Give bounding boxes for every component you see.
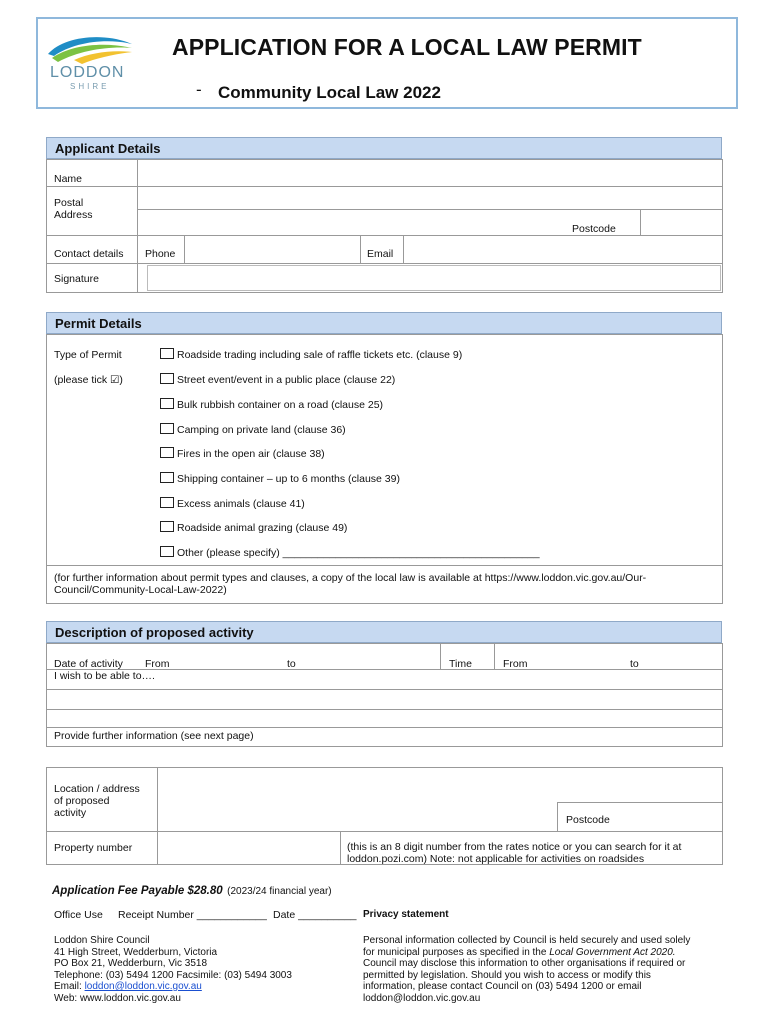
postcode-label: Postcode	[572, 223, 616, 235]
time-to-label: to	[630, 658, 639, 670]
type-of-permit-label: Type of Permit	[54, 349, 122, 361]
applicant-section-heading: Applicant Details	[46, 137, 722, 159]
receipt-number-label: Receipt Number ____________	[118, 909, 267, 921]
office-use-label: Office Use	[54, 909, 103, 921]
logo-name: LODDON	[50, 64, 125, 81]
option-camping: Camping on private land (clause 36)	[177, 424, 346, 436]
page-subtitle: Community Local Law 2022	[218, 83, 441, 102]
council-email-link[interactable]: loddon@loddon.vic.gov.au	[84, 981, 202, 992]
postal-address-field[interactable]	[138, 187, 722, 209]
privacy-statement-text: Personal information collected by Council is held securely and used solely for municipal purposes as specified in the Local Government Act 2020. Council may disclose this information to other organisations if required or permitted by legislation. Should you wish to access or modify this information, please contact Council on (03) 5494 1200 or email loddon@loddon.vic.gov.au	[363, 935, 691, 1004]
council-address-line2: PO Box 21, Wedderburn, Vic 3518	[54, 958, 208, 969]
activity-section-heading: Description of proposed activity	[46, 621, 722, 643]
checkbox-other[interactable]	[160, 546, 174, 557]
signature-field[interactable]	[147, 265, 721, 291]
time-label: Time	[449, 658, 472, 670]
option-bulk-rubbish: Bulk rubbish container on a road (clause 25)	[177, 399, 384, 411]
fee-label: Application Fee Payable $28.80	[52, 885, 223, 897]
location-address-field[interactable]	[158, 768, 722, 802]
property-number-field[interactable]	[158, 832, 340, 865]
option-street-event: Street event/event in a public place (clause 22)	[177, 374, 396, 386]
date-of-activity-label: Date of activity	[54, 658, 123, 670]
date-to-label: to	[287, 658, 296, 670]
name-label: Name	[54, 173, 83, 185]
wish-label: I wish to be able to….	[54, 670, 155, 682]
permit-section-heading: Permit Details	[46, 312, 722, 334]
activity-description-field[interactable]	[47, 690, 722, 727]
logo-sub: SHIRE	[70, 82, 110, 91]
postal-address-label: Postal Address	[54, 197, 93, 221]
date-from-label: From	[145, 658, 170, 670]
permit-info-note: (for further information about permit types and clauses, a copy of the local law is available at https://www.loddon.vic.gov.au/Our-Council/Community-Local-Law-2022)	[54, 572, 647, 596]
time-from-label: From	[503, 658, 528, 670]
office-date-label: Date __________	[273, 909, 357, 921]
option-fires: Fires in the open air (clause 38)	[177, 448, 325, 460]
checkbox-excess-animals[interactable]	[160, 497, 174, 508]
location-postcode-label: Postcode	[566, 814, 610, 826]
location-address-label: Location / address of proposed activity	[54, 783, 140, 819]
page-title: APPLICATION FOR A LOCAL LAW PERMIT	[172, 34, 642, 60]
option-roadside-trading: Roadside trading including sale of raffle tickets etc. (clause 9)	[177, 349, 463, 361]
council-contact-block	[54, 935, 292, 1004]
email-field[interactable]	[404, 236, 722, 263]
checkbox-street-event[interactable]	[160, 373, 174, 384]
fee-year: (2023/24 financial year)	[227, 886, 332, 897]
council-phone: Telephone: (03) 5494 1200 Facsimile: (03) 5494 3003	[54, 969, 292, 981]
please-tick-label: (please tick ☑)	[54, 374, 123, 386]
property-number-note: (this is an 8 digit number from the rates notice or you can search for it at loddon.pozi.com) Note: not applicable for activities on roadsides	[347, 841, 682, 865]
option-other: Other (please specify) ____________________________________________	[177, 547, 540, 559]
phone-label: Phone	[145, 248, 176, 260]
phone-field[interactable]	[185, 236, 360, 263]
checkbox-bulk-rubbish[interactable]	[160, 398, 174, 409]
email-label: Email	[367, 248, 394, 260]
council-web: Web: www.loddon.vic.gov.au	[54, 992, 181, 1004]
checkbox-fires[interactable]	[160, 447, 174, 458]
subtitle-dash: -	[196, 80, 202, 99]
checkbox-shipping-container[interactable]	[160, 472, 174, 483]
council-name: Loddon Shire Council	[54, 935, 150, 946]
checkbox-camping[interactable]	[160, 423, 174, 434]
checkbox-roadside-grazing[interactable]	[160, 521, 174, 532]
loddon-logo	[44, 30, 136, 96]
option-roadside-grazing: Roadside animal grazing (clause 49)	[177, 522, 348, 534]
signature-label: Signature	[54, 273, 99, 285]
privacy-statement-title: Privacy statement	[363, 909, 449, 920]
logo-swoosh-icon	[44, 30, 136, 66]
council-email-line: Email: loddon@loddon.vic.gov.au	[54, 981, 202, 992]
option-excess-animals: Excess animals (clause 41)	[177, 498, 305, 510]
further-info-label: Provide further information (see next page)	[54, 730, 254, 742]
checkbox-roadside-trading[interactable]	[160, 348, 174, 359]
option-shipping-container: Shipping container – up to 6 months (clause 39)	[177, 473, 400, 485]
property-number-label: Property number	[54, 842, 133, 854]
contact-details-label: Contact details	[54, 248, 124, 260]
name-field[interactable]	[138, 160, 722, 186]
fee-line	[52, 881, 332, 899]
council-address-line1: 41 High Street, Wedderburn, Victoria	[54, 946, 218, 958]
postcode-field[interactable]	[641, 210, 722, 235]
